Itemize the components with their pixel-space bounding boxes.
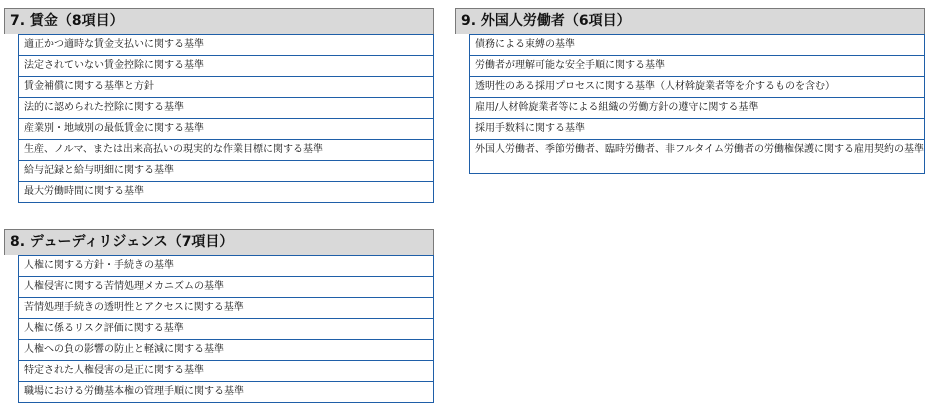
list-item: 産業別・地域別の最低賃金に関する基準 [19,118,434,139]
foreign-workers-section-title: 9. 外国人労働者（6項目） [455,8,925,34]
list-item: 適正かつ適時な賃金支払いに関する基準 [19,34,434,55]
list-item: 特定された人権侵害の是正に関する基準 [19,360,434,381]
list-item: 法定されていない賃金控除に関する基準 [19,55,434,76]
due-diligence-item-list [18,255,434,403]
list-item: 法的に認められた控除に関する基準 [19,97,434,118]
foreign-workers-section [455,8,925,174]
list-item: 職場における労働基本権の管理手順に関する基準 [19,381,434,402]
foreign-workers-item-list [469,34,925,174]
list-item: 苦情処理手続きの透明性とアクセスに関する基準 [19,297,434,318]
wages-item-list [18,34,434,203]
list-item: 生産、ノルマ、または出来高払いの現実的な作業目標に関する基準 [19,139,434,160]
list-item: 債務による束縛の基準 [470,34,925,55]
due-diligence-section [4,229,434,403]
due-diligence-section-title: 8. デューディリジェンス（7項目） [4,229,434,255]
list-item: 人権に係るリスク評価に関する基準 [19,318,434,339]
list-item: 最大労働時間に関する基準 [19,181,434,202]
list-item: 雇用/人材斡旋業者等による組織の労働方針の遵守に関する基準 [470,97,925,118]
list-item: 人権への負の影響の防止と軽減に関する基準 [19,339,434,360]
list-item: 採用手数料に関する基準 [470,118,925,139]
list-item: 賃金補償に関する基準と方針 [19,76,434,97]
list-item: 人権侵害に関する苦情処理メカニズムの基準 [19,276,434,297]
list-item: 人権に関する方針・手続きの基準 [19,255,434,276]
list-item: 給与記録と給与明細に関する基準 [19,160,434,181]
list-item: 労働者が理解可能な安全手順に関する基準 [470,55,925,76]
wages-section [4,8,434,203]
wages-section-title: 7. 賃金（8項目） [4,8,434,34]
list-item: 外国人労働者、季節労働者、臨時労働者、非フルタイム労働者の労働権保護に関する雇用契約の基準 [470,139,925,173]
list-item: 透明性のある採用プロセスに関する基準（人材斡旋業者等を介するものを含む） [470,76,925,97]
